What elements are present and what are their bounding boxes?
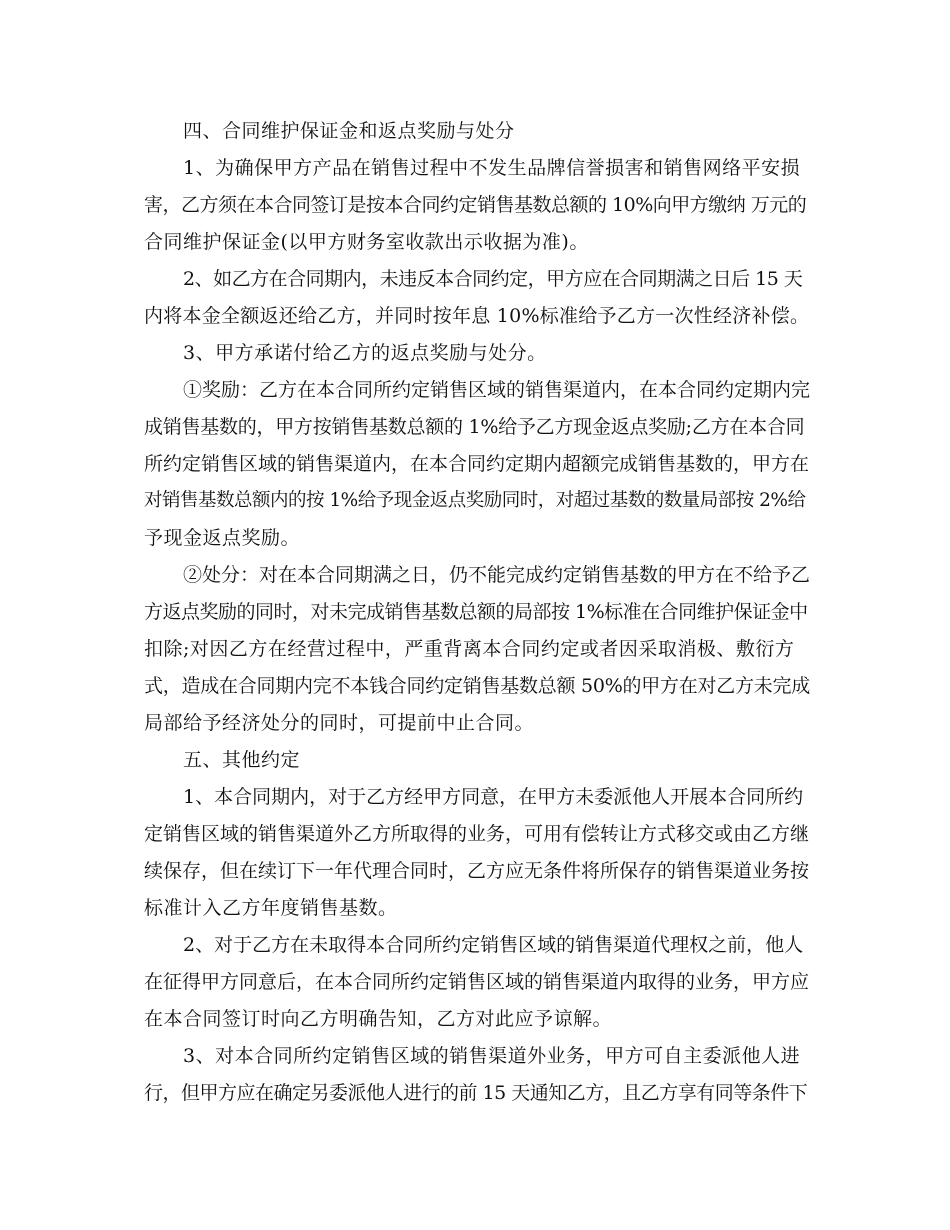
paragraph-line: 方返点奖励的同时，对未完成销售基数总额的局部按 1%标准在合同维护保证金中 [144, 601, 808, 623]
paragraph-line: ①奖励：乙方在本合同所约定销售区域的销售渠道内，在本合同约定期内完 [183, 379, 811, 401]
paragraph-line: 定销售区域的销售渠道外乙方所取得的业务，可用有偿转让方式移交或由乙方继 [144, 823, 810, 845]
paragraph-line: 1、为确保甲方产品在销售过程中不发生品牌信誉损害和销售网络平安损 [183, 157, 801, 179]
paragraph-line: 式，造成在合同期内完不本钱合同约定销售基数总额 50%的甲方在对乙方未完成 [144, 675, 811, 697]
paragraph-line: ②处分：对在本合同期满之日，仍不能完成约定销售基数的甲方在不给予乙 [183, 564, 811, 586]
paragraph-line: 所约定销售区域的销售渠道内，在本合同约定期内超额完成销售基数的，甲方在 [144, 453, 810, 475]
section-heading-5: 五、其他约定 [183, 749, 301, 771]
paragraph-line: 1、本合同期内，对于乙方经甲方同意，在甲方未委派他人开展本合同所约 [183, 786, 804, 808]
paragraph-line: 行，但甲方应在确定另委派他人进行的前 15 天通知乙方，且乙方享有同等条件下 [144, 1082, 808, 1104]
paragraph-line: 3、对本合同所约定销售区域的销售渠道外业务，甲方可自主委派他人进 [183, 1045, 801, 1067]
paragraph-line: 在征得甲方同意后，在本合同所约定销售区域的销售渠道内取得的业务，甲方应 [144, 971, 810, 993]
paragraph-line: 扣除;对因乙方在经营过程中，严重背离本合同约定或者因采取消极、敷衍方 [144, 638, 795, 660]
paragraph-line: 续保存，但在续订下一年代理合同时，乙方应无条件将所保存的销售渠道业务按 [144, 860, 810, 882]
paragraph-line: 在本合同签订时向乙方明确告知，乙方对此应予谅解。 [144, 1008, 613, 1030]
paragraph-line: 2、对于乙方在未取得本合同所约定销售区域的销售渠道代理权之前，他人 [183, 934, 804, 956]
paragraph-line: 标准计入乙方年度销售基数。 [144, 897, 398, 919]
paragraph-line: 2、如乙方在合同期内，未违反本合同约定，甲方应在合同期满之日后 15 天 [183, 268, 803, 290]
paragraph-line: 予现金返点奖励。 [144, 527, 301, 549]
paragraph-line: 害，乙方须在本合同签订是按本合同约定销售基数总额的 10%向甲方缴纳 万元的 [144, 194, 807, 216]
paragraph-line: 合同维护保证金(以甲方财务室收款出示收据为准)。 [144, 231, 589, 253]
paragraph-line: 内将本金全额返还给乙方，并同时按年息 10%标准给予乙方一次性经济补偿。 [144, 305, 810, 327]
paragraph-line: 成销售基数的，甲方按销售基数总额的 1%给予乙方现金返点奖励;乙方在本合同 [144, 416, 805, 438]
paragraph-line: 对销售基数总额内的按 1%给予现金返点奖励同时，对超过基数的数量局部按 2%给 [144, 490, 806, 511]
paragraph-line: 局部给予经济处分的同时，可提前中止合同。 [144, 712, 535, 734]
section-heading-4: 四、合同维护保证金和返点奖励与处分 [183, 120, 515, 142]
paragraph-line: 3、甲方承诺付给乙方的返点奖励与处分。 [183, 342, 547, 364]
